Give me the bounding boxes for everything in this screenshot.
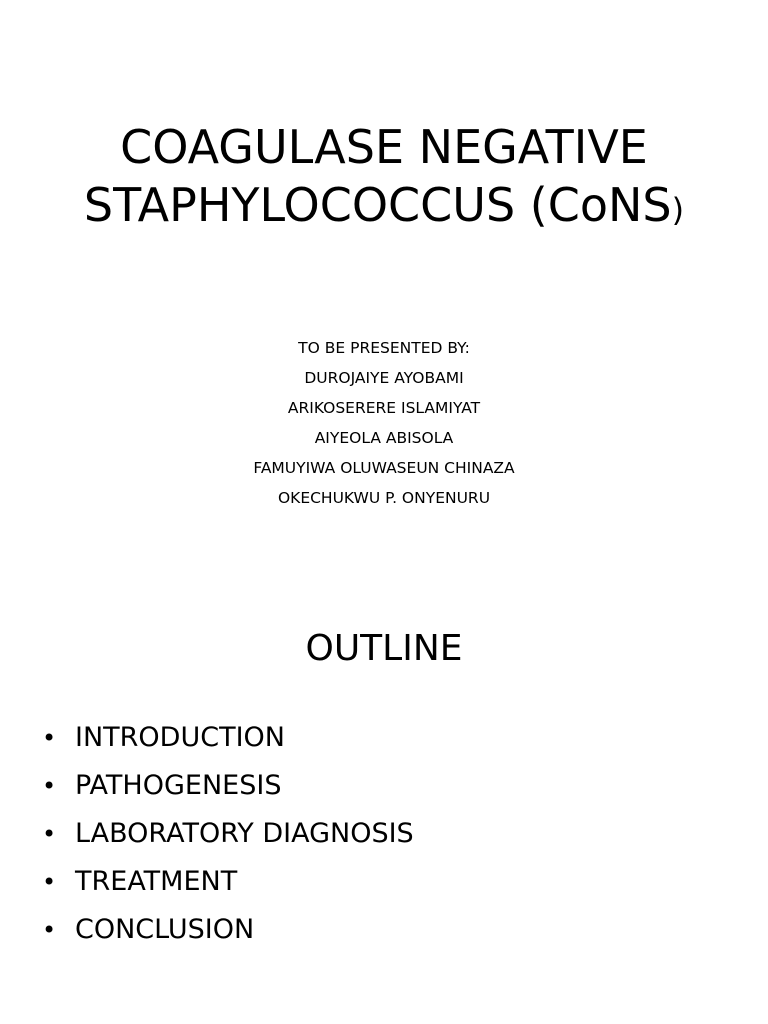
outline-item	[42, 906, 414, 954]
outline-item	[42, 810, 414, 858]
presenter-name: AIYEOLA ABISOLA	[314, 429, 454, 447]
outline-item-label: INTRODUCTION	[75, 722, 285, 753]
outline-item-label: PATHOGENESIS	[75, 770, 282, 801]
title-slide-heading	[0, 118, 768, 239]
presenters-heading: TO BE PRESENTED BY:	[298, 339, 470, 357]
presenter-name: OKECHUKWU P. ONYENURU	[277, 489, 491, 507]
outline-item	[42, 858, 414, 906]
bullet-icon: •	[42, 724, 57, 752]
outline-item-label: TREATMENT	[75, 866, 238, 897]
title-line-1: COAGULASE NEGATIVE	[120, 120, 648, 174]
presenter-name: FAMUYIWA OLUWASEUN CHINAZA	[253, 459, 515, 477]
bullet-icon: •	[42, 868, 57, 896]
outline-list	[42, 714, 414, 954]
bullet-icon: •	[42, 916, 57, 944]
bullet-icon: •	[42, 772, 57, 800]
outline-item	[42, 714, 414, 762]
presenter-name: ARIKOSERERE ISLAMIYAT	[287, 399, 481, 417]
title-line-2	[0, 176, 768, 239]
outline-item	[42, 762, 414, 810]
bullet-icon: •	[42, 820, 57, 848]
outline-item-label: CONCLUSION	[75, 914, 255, 945]
presenter-name: DUROJAIYE AYOBAMI	[304, 369, 464, 387]
title-closing-paren: )	[671, 191, 685, 229]
outline-heading: OUTLINE	[305, 628, 463, 669]
title-line-2-text: STAPHYLOCOCCUS (CoNS	[83, 178, 672, 232]
presenters-block	[0, 333, 768, 513]
outline-item-label: LABORATORY DIAGNOSIS	[75, 818, 414, 849]
